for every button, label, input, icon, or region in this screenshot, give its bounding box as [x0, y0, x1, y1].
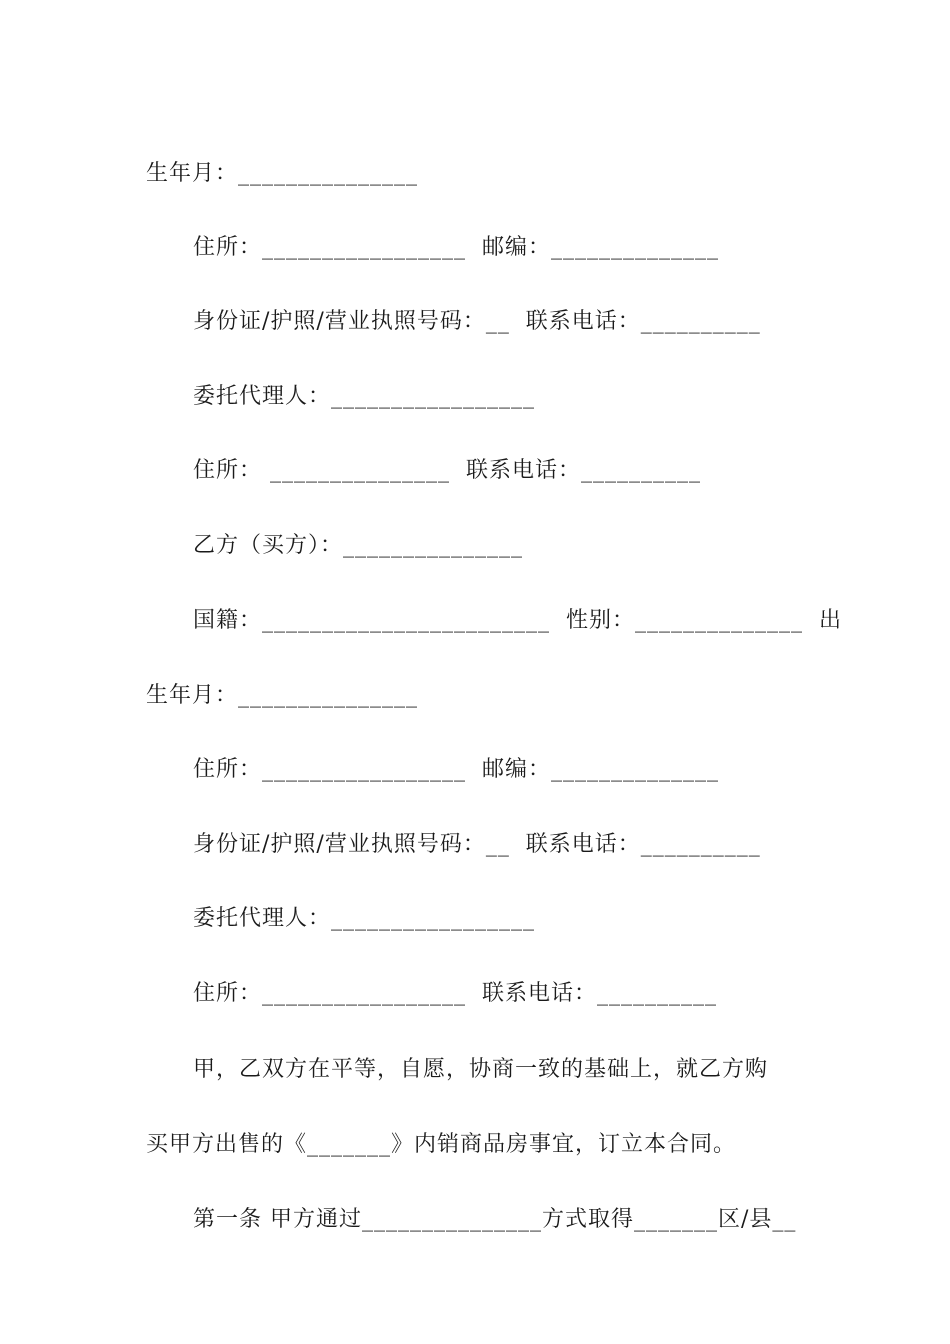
text-line-id-phone-1: 身份证/护照/营业执照号码：__ 联系电话：__________ [193, 309, 761, 334]
text-line-article-1: 第一条 甲方通过_______________方式取得_______区/县__ [193, 1207, 797, 1232]
text-line-preamble-2: 买甲方出售的《_______》内销商品房事宜，订立本合同。 [146, 1132, 737, 1157]
text-line-agent-2: 委托代理人：_________________ [193, 906, 536, 931]
text-line-agent-address-2: 住所：_________________ 联系电话：__________ [193, 981, 717, 1006]
text-line-birth-date-2: 生年月：_______________ [146, 683, 419, 708]
text-line-id-phone-2: 身份证/护照/营业执照号码：__ 联系电话：__________ [193, 832, 761, 857]
text-line-party-b: 乙方（买方）：_______________ [193, 533, 524, 558]
text-line-preamble-1: 甲，乙双方在平等，自愿，协商一致的基础上，就乙方购 [193, 1057, 769, 1082]
text-line-agent-1: 委托代理人：_________________ [193, 384, 536, 409]
text-line-nationality-gender: 国籍：________________________ 性别：______________ 出 [193, 608, 842, 633]
text-line-agent-address-1: 住所： _______________ 联系电话：__________ [193, 458, 701, 483]
text-line-address-postcode-2: 住所：_________________ 邮编：______________ [193, 757, 719, 782]
text-line-address-postcode-1: 住所：_________________ 邮编：______________ [193, 235, 719, 260]
text-line-birth-date-1: 生年月：_______________ [146, 161, 419, 186]
